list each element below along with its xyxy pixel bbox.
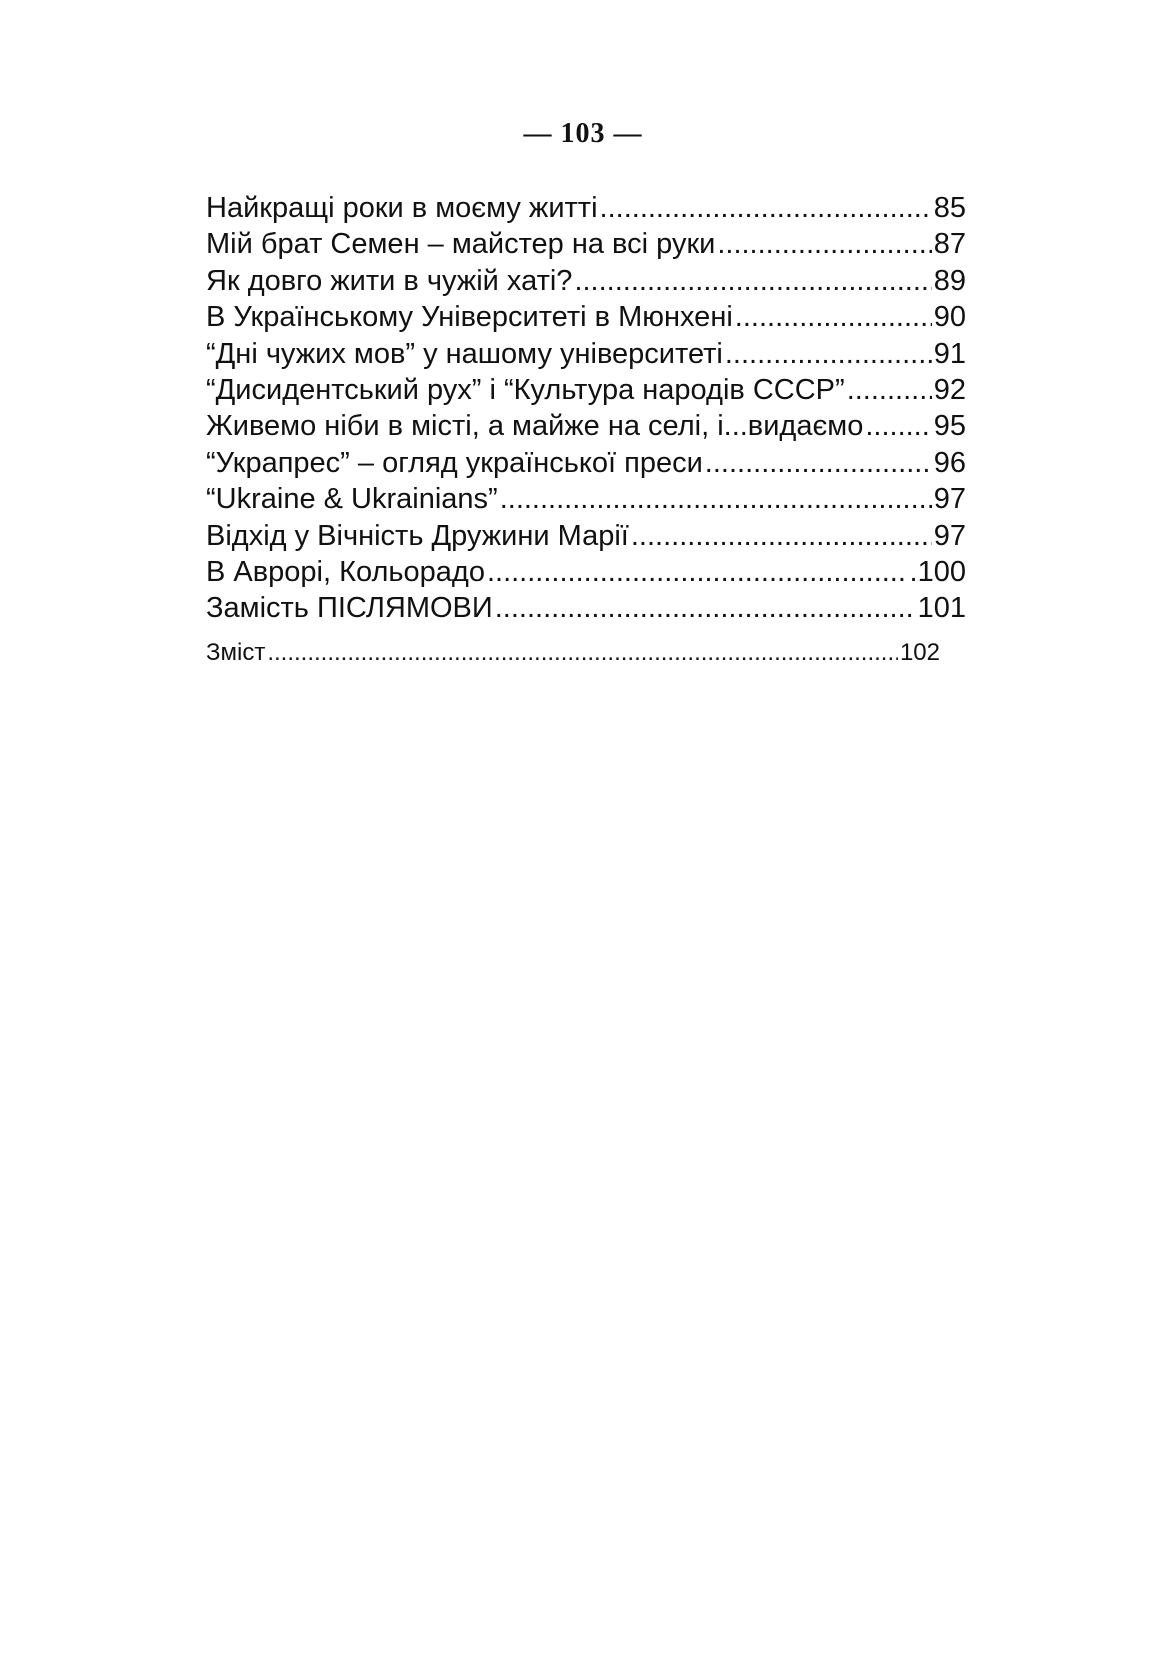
toc-entry <box>206 265 966 301</box>
toc-entry <box>206 447 966 483</box>
toc-dot-leader <box>847 374 932 407</box>
table-of-contents <box>206 192 966 675</box>
page-number: — 103 — <box>523 118 643 149</box>
toc-entry <box>206 483 966 519</box>
toc-dot-leader <box>705 447 932 480</box>
toc-entry <box>206 592 966 628</box>
toc-dot-leader <box>500 483 932 516</box>
toc-entry-page: 102 <box>899 638 940 666</box>
toc-entry-page: 92 <box>933 373 966 406</box>
toc-entry-title: Мій брат Семен – майстер на всі руки <box>206 228 716 261</box>
toc-entry <box>206 410 966 446</box>
toc-entry-page: 85 <box>933 192 966 224</box>
toc-entry <box>206 192 966 228</box>
toc-dot-leader <box>574 265 931 298</box>
toc-entry-page: 97 <box>933 483 966 516</box>
toc-dot-leader <box>865 410 931 443</box>
toc-entry-title: “Дні чужих мов” у нашому університеті <box>206 337 723 370</box>
toc-dot-leader <box>735 301 932 334</box>
toc-entry <box>206 639 940 675</box>
toc-entry-title: Живемо ніби в місті, а майже на селі, і...видаємо <box>206 410 864 443</box>
toc-entry-title: В Аврорі, Кольорадо <box>206 555 485 588</box>
toc-entry-page: 96 <box>933 446 966 479</box>
toc-entry-page: 87 <box>933 228 966 261</box>
toc-entry-title: Найкращі роки в моєму житті <box>206 192 598 224</box>
toc-entry-page: 91 <box>933 337 966 370</box>
toc-entry-title: “Ukraine & Ukrainians” <box>206 483 498 516</box>
toc-dot-leader <box>725 338 932 371</box>
toc-entry-title: Зміст <box>206 638 266 666</box>
toc-dot-leader <box>495 592 916 625</box>
toc-entry-page: 97 <box>933 519 966 552</box>
toc-dot-leader <box>631 520 932 553</box>
toc-entry <box>206 228 966 264</box>
toc-dot-leader <box>717 228 931 261</box>
toc-dot-leader <box>600 192 932 225</box>
toc-entry-page: 95 <box>933 410 966 443</box>
toc-entry-title: “Украпрес” – огляд української преси <box>206 446 703 479</box>
toc-entry <box>206 520 966 556</box>
toc-entry-page: 89 <box>933 264 966 297</box>
toc-entry-page: 90 <box>933 301 966 334</box>
toc-entry <box>206 374 966 410</box>
toc-dot-leader <box>487 556 908 589</box>
toc-entry-title: В Українському Університеті в Мюнхені <box>206 301 733 334</box>
toc-entry <box>206 556 966 592</box>
toc-dot-leader <box>267 639 898 667</box>
toc-entry-page: 101 <box>917 592 966 625</box>
toc-entry-title: “Дисидентський рух” і “Культура народів СССР” <box>206 373 845 406</box>
toc-entry-title: Відхід у Вічність Дружини Марії <box>206 519 629 552</box>
toc-entry <box>206 338 966 374</box>
toc-entry-title: Замість ПІСЛЯМОВИ <box>206 592 493 625</box>
toc-entry-title: Як довго жити в чужій хаті? <box>206 264 573 297</box>
toc-entry <box>206 301 966 337</box>
toc-entry-page: .100 <box>909 555 966 588</box>
